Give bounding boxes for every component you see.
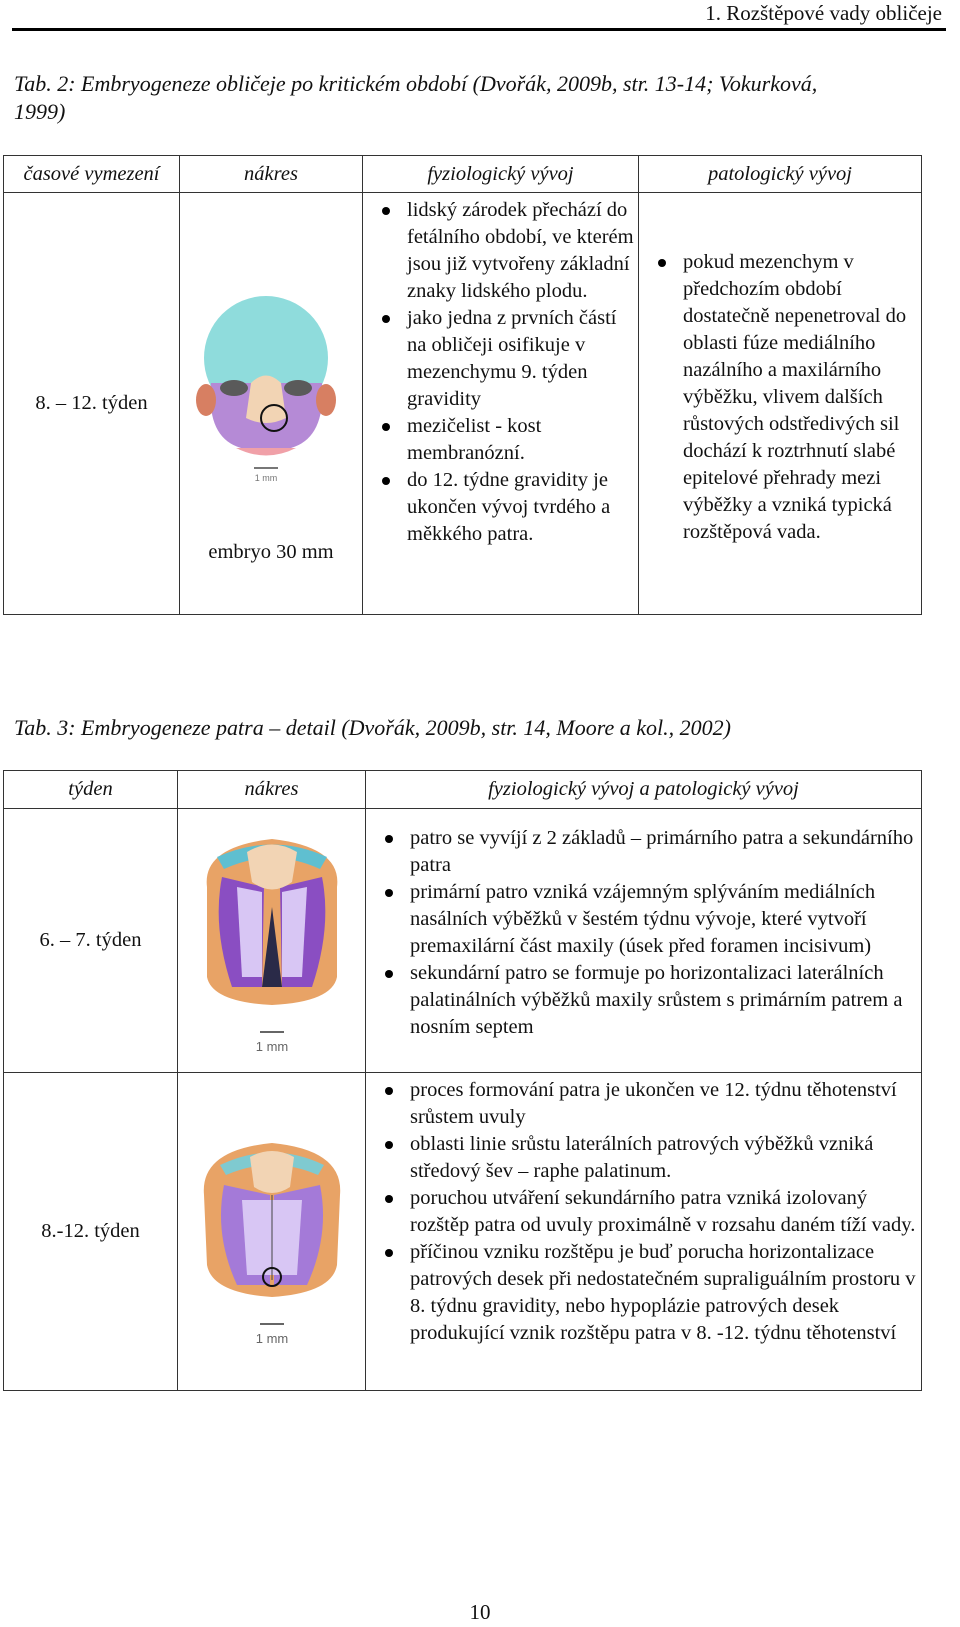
palate-drawing-early [192,827,352,1027]
list-item: pokud mezenchym v předchozím období dostatečně nepenetroval do oblasti fúze mediálního nazálního a maxilárního výběžku, vlivem dalších růstových odstředivých sil dochází k roztrhnutí slabé epitelové přehrady mezi výběžky a vzniká typická rozštěpová vada. [639,249,921,546]
list-item: sekundární patro se formuje po horizontalizaci laterálních palatinálních výběžků maxily srůstem s primárním patrem a nosním septem [366,960,921,1041]
table2-period: 8. – 12. týden [35,392,148,414]
development-list [366,825,921,1041]
right-ear [316,384,336,416]
table2-caption: Tab. 2: Embryogeneze obličeje po kritickém období (Dvořák, 2009b, str. 13-14; Vokurková, 1999) [14,71,818,124]
list-item: příčinou vzniku rozštěpu je buď porucha horizontalizace patrových desek při nedostatečném supraliguálním prostoru v 8. týdnu gravidity, nebo hypoplázie patrových desek produkující vznik rozštěpu patra v 8. -12. týdnu těhotenství [366,1239,921,1347]
table3-text-cell [366,809,922,1073]
drawing-caption: embryo 30 mm [208,541,334,563]
table2-drawing-cell [180,193,363,615]
right-eye [284,380,312,396]
table2-row [4,193,922,615]
table3-drawing-cell [178,809,366,1073]
list-item: oblasti linie srůstu laterálních patrových výběžků vzniká středový šev – raphe palatinum. [366,1131,921,1185]
table3-caption: Tab. 3: Embryogeneze patra – detail (Dvořák, 2009b, str. 14, Moore a kol., 2002) [14,715,731,740]
table2 [3,155,922,615]
table2-header-physiological: fyziologický vývoj [363,156,639,193]
table2-header-period: časové vymezení [4,156,180,193]
nose-region [246,376,286,424]
embryo-face-drawing [186,288,356,488]
development-list [366,1077,921,1347]
list-item: proces formování patra je ukončen ve 12. týdnu těhotenství srůstem uvuly [366,1077,921,1131]
list-item: lidský zárodek přechází do fetálního období, ve kterém jsou již vytvořeny základní znaky lidského plodu. [363,197,638,305]
table3-drawing-cell [178,1073,366,1391]
left-eye [220,380,248,396]
table3-period: 8.-12. týden [41,1220,140,1242]
chin [236,448,296,456]
table-row [4,809,922,1073]
scale-label: 1 mm [255,1039,288,1054]
list-item: jako jedna z prvních částí na obličeji osifikuje v mezenchymu 9. týden gravidity [363,305,638,413]
scale-bar-group [242,1319,302,1349]
running-title: 1. Rozštěpové vady obličeje [705,1,942,25]
table3-header-week: týden [4,771,178,809]
primary-palate [250,1151,294,1193]
left-ear [196,384,216,416]
table2-header-pathological: patologický vývoj [639,156,922,193]
table3-header-development: fyziologický vývoj a patologický vývoj [366,771,922,809]
table2-pathological-cell [639,193,922,615]
palate-drawing-late [192,1125,352,1315]
table-row [4,1073,922,1391]
running-header [12,0,946,31]
list-item: poruchou utváření sekundárního patra vzniká izolovaný rozštěp patra od uvuly proximálně v rozsahu daném tíží vady. [366,1185,921,1239]
pathological-list [639,249,921,546]
scale-bar-group [242,1027,302,1057]
table2-header-row [4,156,922,193]
table2-period-cell [4,193,180,615]
table3-text-cell [366,1073,922,1391]
list-item: patro se vyvíjí z 2 základů – primárního patra a sekundárního patra [366,825,921,879]
primary-palate [247,845,297,890]
scale-label-t2: 1 mm [254,473,278,483]
table3-period-cell [4,809,178,1073]
scale-label: 1 mm [255,1331,288,1346]
page-number: 10 [469,1600,491,1624]
table2-header-drawing: nákres [180,156,363,193]
list-item: do 12. týdne gravidity je ukončen vývoj tvrdého a měkkého patra. [363,467,638,548]
table3-header-row [4,771,922,809]
list-item: primární patro vzniká vzájemným splýváním mediálních nasálních výběžků v šestém týdnu vývoje, které vytvoří premaxilární část maxily (úsek před foramen incisivum) [366,879,921,960]
table3-period-cell [4,1073,178,1391]
list-item: mezičelist - kost membranózní. [363,413,638,467]
physiological-list [363,197,638,548]
table3-header-drawing: nákres [178,771,366,809]
table3-period: 6. – 7. týden [39,929,142,951]
table2-physiological-cell [363,193,639,615]
table3 [3,770,922,1391]
